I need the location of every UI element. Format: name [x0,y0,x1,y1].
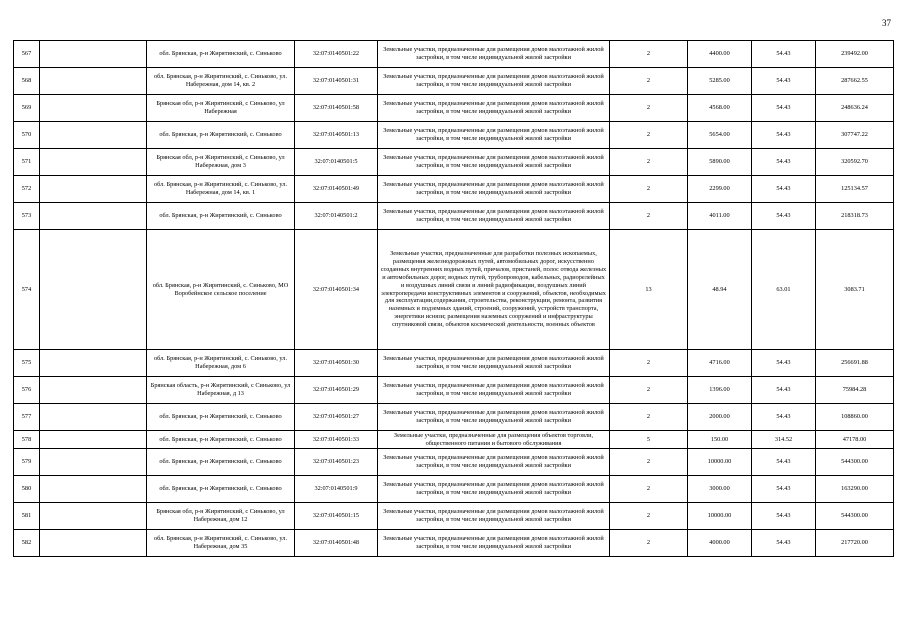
cadastral-number-cell: 32:07:0140501:23 [295,449,378,476]
address-cell: обл. Брянская, р-н Жирятинский, с. Синьково, ул. Набережная, дом 14, кв. 1 [147,176,295,203]
row-number-cell: 577 [14,404,40,431]
cadastral-value-cell: 47178.00 [816,431,894,449]
rate-cell: 54.43 [752,68,816,95]
blank-cell [40,176,147,203]
cadastral-value-cell: 75984.28 [816,377,894,404]
row-number-cell: 582 [14,530,40,557]
cadastral-number-cell: 32:07:0140501:31 [295,68,378,95]
address-cell: Брянская обл, р-н Жирятинский, с Синьково, ул Набережная, дом 3 [147,149,295,176]
row-number-cell: 573 [14,203,40,230]
row-number-cell: 581 [14,503,40,530]
table-row [14,41,894,68]
cadastral-number-cell: 32:07:0140501:9 [295,476,378,503]
category-cell: 2 [610,68,688,95]
table-row [14,68,894,95]
area-cell: 5285.00 [688,68,752,95]
blank-cell [40,449,147,476]
cadastral-number-cell: 32:07:0140501:22 [295,41,378,68]
rate-cell: 314.52 [752,431,816,449]
address-cell: Брянская обл, р-н Жирятинский, с Синьково, ул Набережная [147,95,295,122]
cadastral-number-cell: 32:07:0140501:33 [295,431,378,449]
address-cell: обл. Брянская, р-н Жирятинский, с. Синьково [147,122,295,149]
land-use-cell: Земельные участки, предназначенные для размещения домов малоэтажной жилой застройки, в том числе индивидуальной жилой застройки [378,122,610,149]
cadastral-value-cell: 287662.55 [816,68,894,95]
address-cell: обл. Брянская, р-н Жирятинский, с. Синьково, ул. Набережная, дом 14, кв. 2 [147,68,295,95]
blank-cell [40,476,147,503]
blank-cell [40,230,147,350]
address-cell: обл. Брянская, р-н Жирятинский, с. Синьково [147,449,295,476]
row-number-cell: 569 [14,95,40,122]
rate-cell: 54.43 [752,503,816,530]
rate-cell: 54.43 [752,149,816,176]
address-cell: обл. Брянская, р-н Жирятинский, с. Синьково [147,404,295,431]
row-number-cell: 568 [14,68,40,95]
category-cell: 2 [610,476,688,503]
row-number-cell: 570 [14,122,40,149]
table-row [14,431,894,449]
area-cell: 48.94 [688,230,752,350]
land-use-cell: Земельные участки, предназначенные для размещения домов малоэтажной жилой застройки, в том числе индивидуальной жилой застройки [378,476,610,503]
row-number-cell: 567 [14,41,40,68]
area-cell: 2000.00 [688,404,752,431]
address-cell: обл. Брянская, р-н Жирятинский, с. Синьково [147,476,295,503]
table-row [14,404,894,431]
land-use-cell: Земельные участки, предназначенные для размещения домов малоэтажной жилой застройки, в том числе индивидуальной жилой застройки [378,404,610,431]
rate-cell: 54.43 [752,95,816,122]
area-cell: 1396.00 [688,377,752,404]
address-cell: обл. Брянская, р-н Жирятинский, с. Синьково [147,203,295,230]
cadastral-value-cell: 544300.00 [816,449,894,476]
blank-cell [40,149,147,176]
blank-cell [40,404,147,431]
category-cell: 2 [610,404,688,431]
row-number-cell: 580 [14,476,40,503]
land-use-cell: Земельные участки, предназначенные для размещения домов малоэтажной жилой застройки, в том числе индивидуальной жилой застройки [378,503,610,530]
blank-cell [40,377,147,404]
cadastral-value-cell: 544300.00 [816,503,894,530]
blank-cell [40,68,147,95]
table-row [14,122,894,149]
category-cell: 2 [610,449,688,476]
cadastral-value-cell: 218318.73 [816,203,894,230]
category-cell: 2 [610,203,688,230]
cadastral-number-cell: 32:07:0140501:48 [295,530,378,557]
cadastral-value-cell: 307747.22 [816,122,894,149]
area-cell: 3000.00 [688,476,752,503]
area-cell: 4011.00 [688,203,752,230]
blank-cell [40,122,147,149]
blank-cell [40,95,147,122]
area-cell: 10000.00 [688,449,752,476]
table-row [14,350,894,377]
land-use-cell: Земельные участки, предназначенные для размещения домов малоэтажной жилой застройки, в том числе индивидуальной жилой застройки [378,203,610,230]
cadastral-value-cell: 163290.00 [816,476,894,503]
cadastral-value-cell: 256691.88 [816,350,894,377]
category-cell: 2 [610,503,688,530]
category-cell: 5 [610,431,688,449]
address-cell: обл. Брянская, р-н Жирятинский, с. Синьково, ул. Набережная, дом 35 [147,530,295,557]
row-number-cell: 579 [14,449,40,476]
rate-cell: 54.43 [752,530,816,557]
table-row [14,377,894,404]
table-row [14,449,894,476]
table-row [14,203,894,230]
land-use-cell: Земельные участки, предназначенные для разработки полезных ископаемых, размещения железнодорожных путей, автомобильных дорог, искусственно созданных внутренних водных путей, причалов, пристаней, полос отвода железных и автомобильных дорог, водных путей, трубопроводов, кабельных, радиорелейных и воздушных линий связи и линий радиофикации, воздушных линий электропередачи конструктивных элементов и сооружений, объектов, необходимых для эксплуатации,содержания, строительства, реконструкции, ремонта, развития наземных и подземных зданий, строений, сооружений, устройств транспорта, энергетики иснязи; размещения наземных сооружений и инфраструктуры спутниковой связи, объектов космической деятельности, военных объектов [378,230,610,350]
rate-cell: 54.43 [752,449,816,476]
rate-cell: 54.43 [752,404,816,431]
cadastral-value-cell: 248636.24 [816,95,894,122]
area-cell: 10000.00 [688,503,752,530]
area-cell: 5890.00 [688,149,752,176]
cadastral-number-cell: 32:07:0140501:13 [295,122,378,149]
table-row [14,95,894,122]
cadastral-value-cell: 217720.00 [816,530,894,557]
cadastral-value-cell: 239492.00 [816,41,894,68]
cadastral-number-cell: 32:07:0140501:15 [295,503,378,530]
blank-cell [40,431,147,449]
rate-cell: 54.43 [752,350,816,377]
cadastral-number-cell: 32:07:0140501:2 [295,203,378,230]
rate-cell: 63.01 [752,230,816,350]
area-cell: 2299.00 [688,176,752,203]
area-cell: 4568.00 [688,95,752,122]
land-use-cell: Земельные участки, предназначенные для размещения домов малоэтажной жилой застройки, в том числе индивидуальной жилой застройки [378,176,610,203]
area-cell: 5654.00 [688,122,752,149]
category-cell: 13 [610,230,688,350]
rate-cell: 54.43 [752,377,816,404]
address-cell: Брянская область, р-н Жирятинский, с Синьково, ул Набережная, д 13 [147,377,295,404]
row-number-cell: 571 [14,149,40,176]
cadastral-value-cell: 125134.57 [816,176,894,203]
land-use-cell: Земельные участки, предназначенные для размещения домов малоэтажной жилой застройки, в том числе индивидуальной жилой застройки [378,449,610,476]
address-cell: обл. Брянская, р-н Жирятинский, с. Синьково, ул. Набережная, дом 6 [147,350,295,377]
land-use-cell: Земельные участки, предназначенные для размещения домов малоэтажной жилой застройки, в том числе индивидуальной жилой застройки [378,149,610,176]
land-use-cell: Земельные участки, предназначенные для размещения домов малоэтажной жилой застройки, в том числе индивидуальной жилой застройки [378,377,610,404]
rate-cell: 54.43 [752,203,816,230]
category-cell: 2 [610,41,688,68]
rate-cell: 54.43 [752,41,816,68]
category-cell: 2 [610,149,688,176]
area-cell: 4000.00 [688,530,752,557]
land-use-cell: Земельные участки, предназначенные для размещения домов малоэтажной жилой застройки, в том числе индивидуальной жилой застройки [378,530,610,557]
page-number: 37 [882,18,891,28]
category-cell: 2 [610,350,688,377]
cadastral-number-cell: 32:07:0140501:30 [295,350,378,377]
blank-cell [40,530,147,557]
row-number-cell: 572 [14,176,40,203]
area-cell: 4716.00 [688,350,752,377]
row-number-cell: 578 [14,431,40,449]
table-row [14,176,894,203]
land-use-cell: Земельные участки, предназначенные для размещения домов малоэтажной жилой застройки, в том числе индивидуальной жилой застройки [378,41,610,68]
cadastral-number-cell: 32:07:0140501:29 [295,377,378,404]
blank-cell [40,350,147,377]
area-cell: 4400.00 [688,41,752,68]
blank-cell [40,203,147,230]
rate-cell: 54.43 [752,476,816,503]
table-body [14,41,894,557]
land-parcels-table [13,40,894,557]
table-row [14,230,894,350]
cadastral-number-cell: 32:07:0140501:34 [295,230,378,350]
cadastral-number-cell: 32:07:0140501:27 [295,404,378,431]
blank-cell [40,41,147,68]
cadastral-number-cell: 32:07:0140501:58 [295,95,378,122]
address-cell: обл. Брянская, р-н Жирятинский, с. Синьково [147,41,295,68]
table-row [14,476,894,503]
table-row [14,149,894,176]
category-cell: 2 [610,95,688,122]
land-use-cell: Земельные участки, предназначенные для размещения домов малоэтажной жилой застройки, в том числе индивидуальной жилой застройки [378,95,610,122]
cadastral-value-cell: 108860.00 [816,404,894,431]
cadastral-number-cell: 32:07:0140501:49 [295,176,378,203]
row-number-cell: 576 [14,377,40,404]
row-number-cell: 574 [14,230,40,350]
row-number-cell: 575 [14,350,40,377]
address-cell: обл. Брянская, р-н Жирятинский, с. Синьково [147,431,295,449]
cadastral-value-cell: 3083.71 [816,230,894,350]
table-row [14,503,894,530]
category-cell: 2 [610,176,688,203]
land-use-cell: Земельные участки, предназначенные для размещения домов малоэтажной жилой застройки, в том числе индивидуальной жилой застройки [378,68,610,95]
land-use-cell: Земельные участки, предназначенные для размещения объектов торговли, общественного питания и бытового обслуживания [378,431,610,449]
blank-cell [40,503,147,530]
cadastral-number-cell: 32:07:0140501:5 [295,149,378,176]
cadastral-value-cell: 320592.70 [816,149,894,176]
rate-cell: 54.43 [752,122,816,149]
land-use-cell: Земельные участки, предназначенные для размещения домов малоэтажной жилой застройки, в том числе индивидуальной жилой застройки [378,350,610,377]
category-cell: 2 [610,530,688,557]
category-cell: 2 [610,122,688,149]
category-cell: 2 [610,377,688,404]
address-cell: Брянская обл, р-н Жирятинский, с Синьково, ул Набережная, дом 12 [147,503,295,530]
area-cell: 150.00 [688,431,752,449]
table-row [14,530,894,557]
address-cell: обл. Брянская, р-н Жирятинский, с. Синьково, МО Воробейнское сельское поселение [147,230,295,350]
rate-cell: 54.43 [752,176,816,203]
